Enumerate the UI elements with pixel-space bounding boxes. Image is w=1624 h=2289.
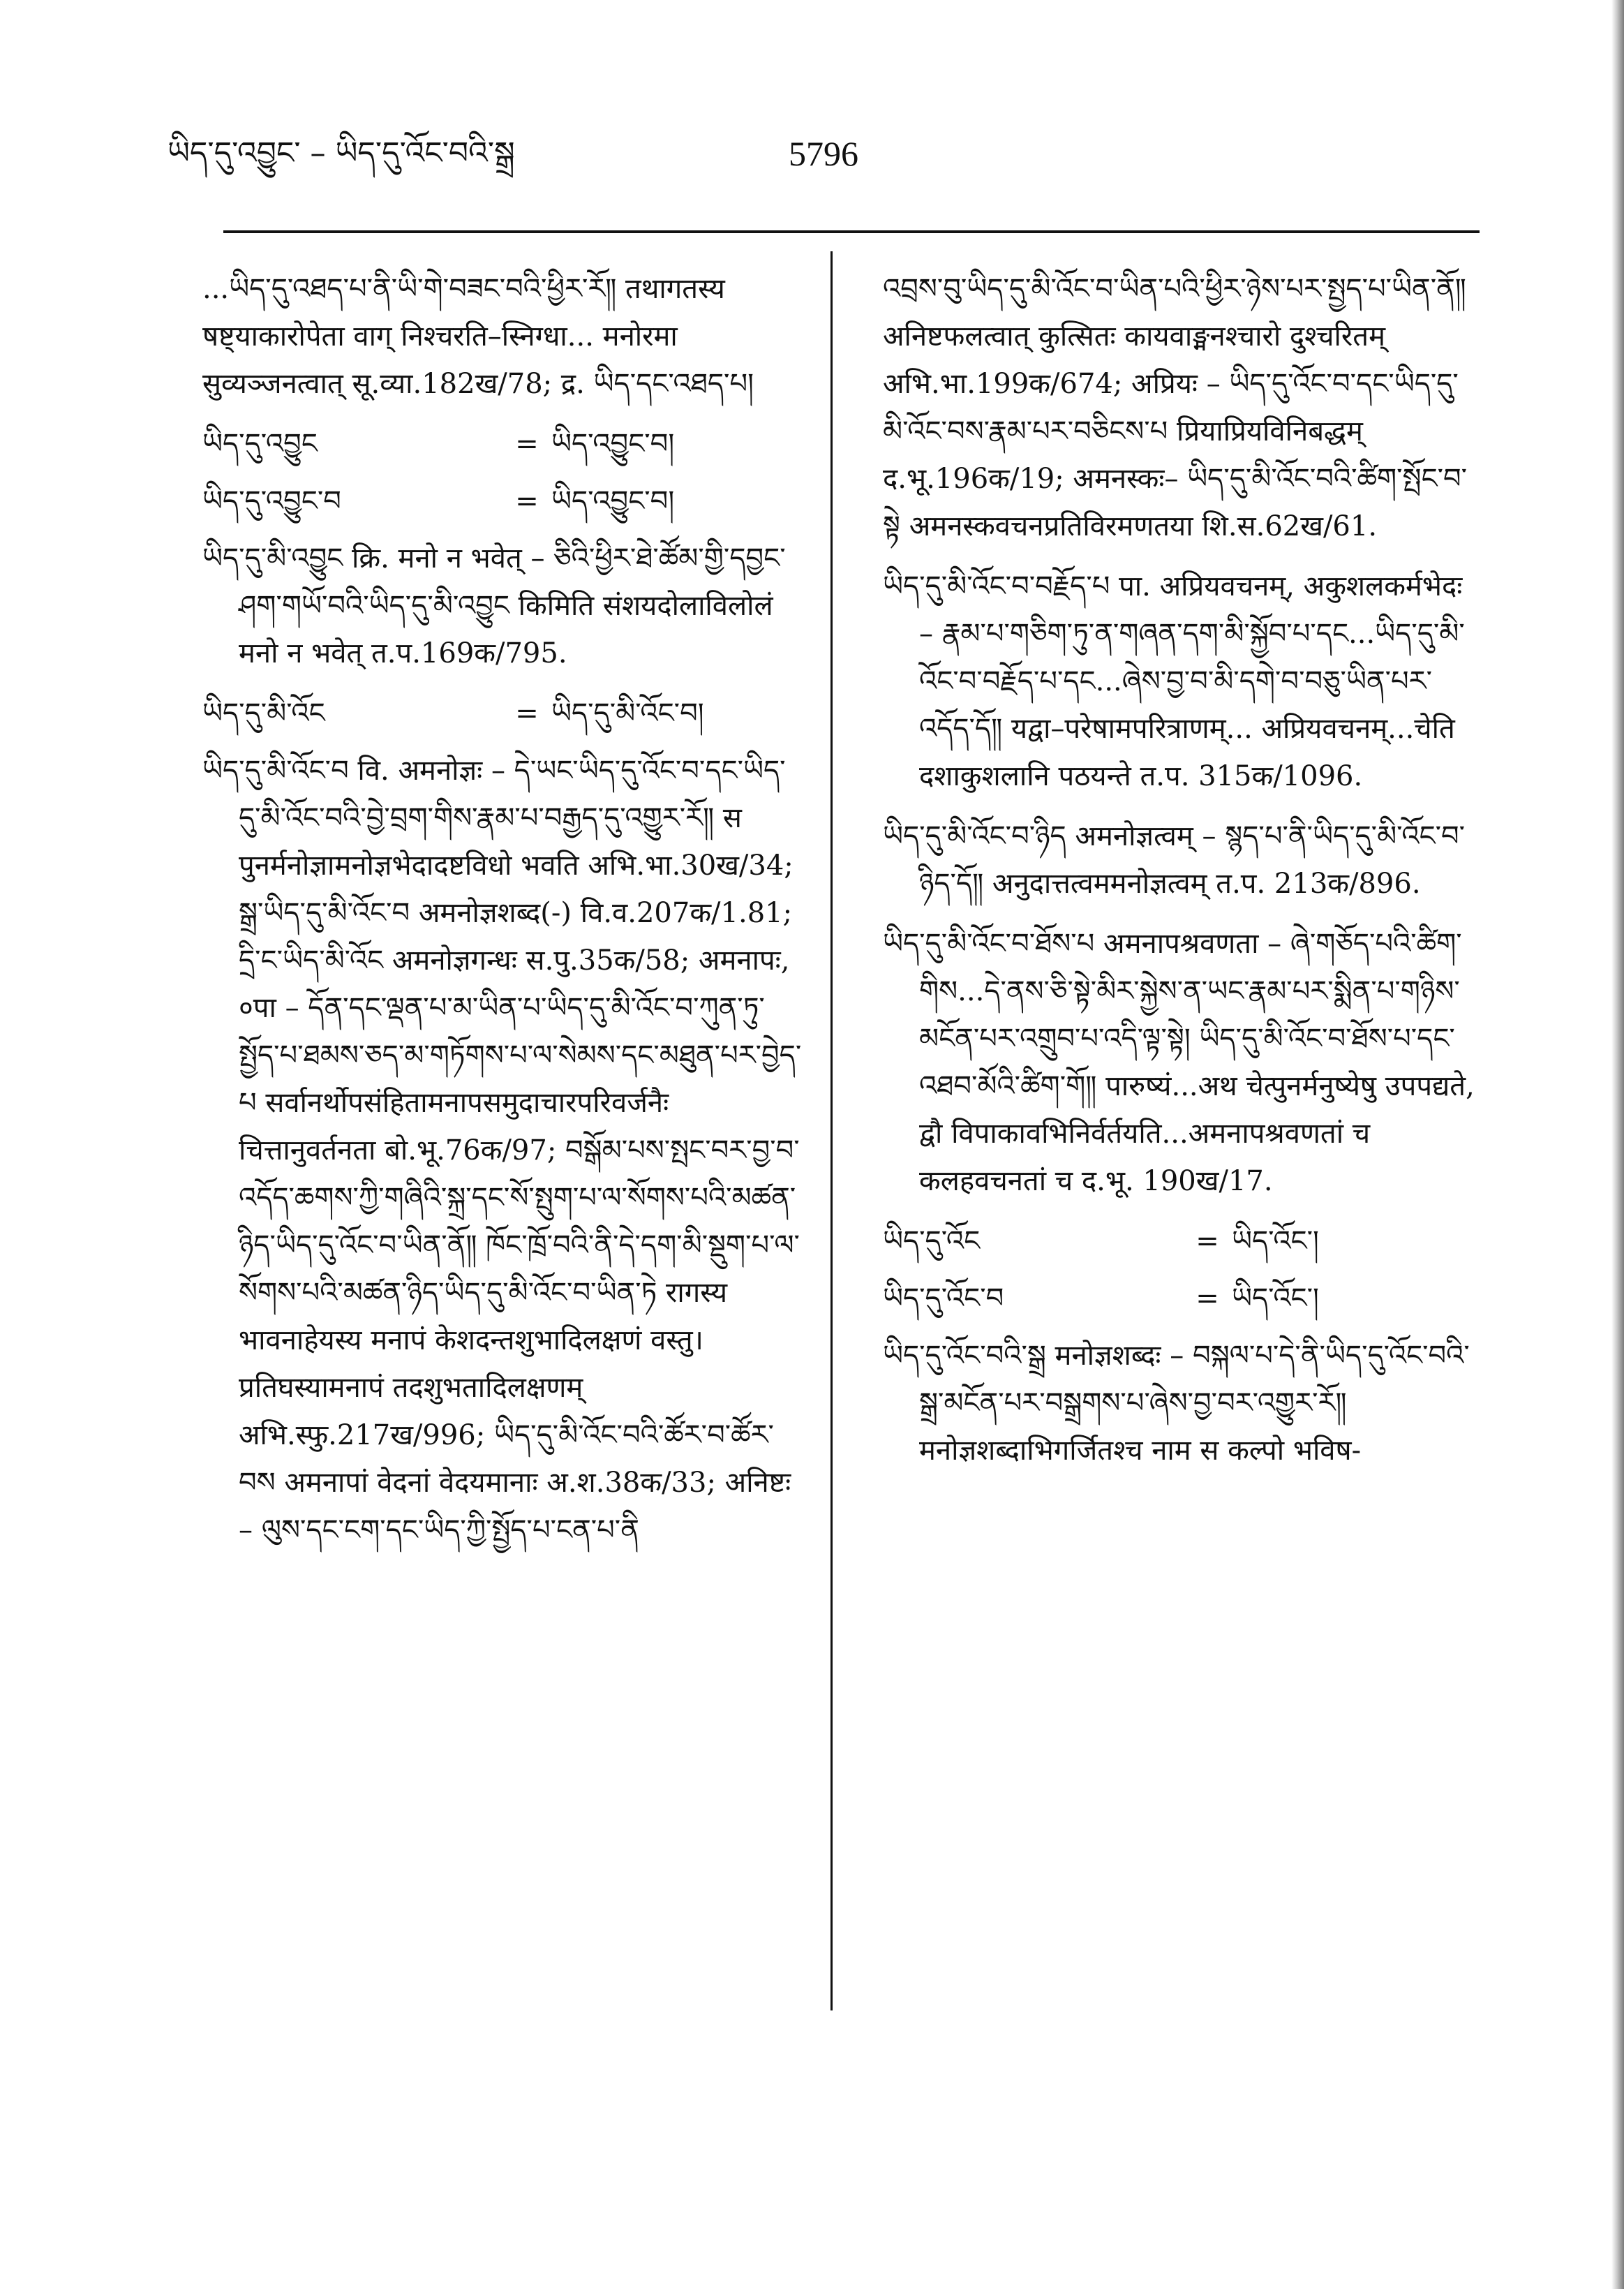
xref-target: ཡིད་འོང་།: [1232, 1225, 1319, 1257]
xref-equals-sign: =: [515, 697, 539, 729]
xref-equals-sign: =: [515, 485, 539, 517]
xref-target: ཡིད་འབྱུང་བ།: [551, 428, 675, 460]
dictionary-entry: ཡིད་དུ་མི་འོང་བ་ཐོས་པ अमनापश्रवणता – ཞེ་གཅོད་པའི་ཚིག་གིས...དེ་ནས་ཅི་སྟེ་མིར་སྐྱེས་ན་ཡང་རྣམ་པར་སྨིན་པ་གཉིས་མངོན་པར་འགྲུབ་པ་འདི་ལྟ་སྟེ། ཡིད་དུ་མི་འོང་བ་ཐོས་པ་དང་འཐབ་མོའི་ཚིག་གོ༎ पारुष्यं...अथ चेत्पुनर्मनुष्येषु उपपद्यते, द्वौ विपाकावभिनिर्वर्तयति...अमनापश्रवणतां च कलहवचनतां च द.भू. 190ख/17.: [883, 928, 1475, 1197]
dictionary-entry: ཡིད་དུ་མི་འབྱུང क्रि. मनो न भवेत् – ཅིའི་ཕྱིར་ཐེ་ཚོམ་གྱི་དབྱང་ཤག་གཡོ་བའི་ཡིད་དུ་མི་འབྱུང किमिति संशयदोलाविलोलं मनो न भवेत् त.प.169क/795.: [202, 542, 786, 669]
dictionary-entry: འབྲས་བུ་ཡིད་དུ་མི་འོང་བ་ཡིན་པའི་ཕྱིར་ཉེས་པར་སྤྱད་པ་ཡིན་ནོ༎ अनिष्टफलत्वात् कुत्सितः कायवाङ्मनश्चारो दुश्चरितम् अभि.भा.199क/674; अप्रियः – ཡིད་དུ་འོང་བ་དང་ཡིད་དུ་མི་འོང་བས་རྣམ་པར་བཅིངས་པ प्रियाप्रियविनिबद्धम् द.भू.196क/19; अमनस्कः– ཡིད་དུ་མི་འོང་བའི་ཚིག་སྤོང་བ་སྟེ अमनस्कवचनप्रतिविरमणतया शि.स.62ख/61.: [883, 273, 1468, 542]
running-head: ཡིད་དུ་འབྱུང་ – ཡིད་དུ་འོང་བའི་སྒྲ: [167, 135, 515, 171]
dictionary-entry: ...ཡིད་དུ་འཐད་པ་ནི་ཡི་གེ་བཟང་བའི་ཕྱིར་རོ༎ तथागतस्य षष्ट्याकारोपेता वाग् निश्चरति–स्निग्धा... मनोरमा सुव्यञ्जनत्वात् सू.व्या.182ख/78; द्र. ཡིད་དང་འཐད་པ།: [202, 273, 754, 400]
page-header: [167, 133, 1480, 195]
column-divider: [830, 251, 833, 2010]
xref-target: ཡིད་དུ་མི་འོང་བ།: [551, 697, 704, 729]
xref-equals-sign: =: [1195, 1282, 1219, 1314]
cross-reference-entry: [202, 690, 803, 737]
header-rule: [223, 230, 1480, 233]
xref-headword: ཡིད་དུ་འོང: [883, 1225, 981, 1257]
xref-headword: ཡིད་དུ་མི་འོང: [202, 697, 325, 729]
left-column: [202, 265, 803, 1566]
xref-equals-sign: =: [515, 428, 539, 460]
cross-reference-entry: [883, 1217, 1483, 1265]
scan-edge-shadow: [1611, 0, 1624, 2289]
xref-headword: ཡིད་དུ་འབྱུང: [202, 428, 318, 460]
right-column: [883, 265, 1483, 1487]
xref-target: ཡིད་འོང་།: [1232, 1282, 1319, 1314]
page-number: 5796: [789, 134, 858, 173]
xref-headword: ཡིད་དུ་འོང་བ: [883, 1282, 1004, 1314]
xref-target: ཡིད་འབྱུང་བ།: [551, 485, 675, 517]
cross-reference-entry: [202, 477, 803, 525]
xref-headword: ཡིད་དུ་འབྱུང་བ: [202, 485, 341, 517]
dictionary-entry: ཡིད་དུ་མི་འོང་བ་ཉིད अमनोज्ञत्वम् – སྙད་པ་ནི་ཡིད་དུ་མི་འོང་བ་ཉིད་དོ༎ अनुदात्तत्वममनोज्ञत्वम् त.प. 213क/896.: [883, 820, 1466, 900]
cross-reference-entry: [202, 420, 803, 468]
dictionary-entry: ཡིད་དུ་མི་འོང་བ वि. अमनोज्ञः – དེ་ཡང་ཡིད་དུ་འོང་བ་དང་ཡིད་དུ་མི་འོང་བའི་བྱེ་བྲག་གིས་རྣམ་པ་བརྒྱད་དུ་འགྱུར་རོ༎ स पुनर्मनोज्ञामनोज्ञभेदादष्टविधो भवति अभि.भा.30ख/34; སྒྲ་ཡིད་དུ་མི་འོང་བ अमनोज्ञशब्द(-) वि.व.207क/1.81; དྲི་ང་ཡིད་མི་འོང अमनोज्ञगन्धः स.पु.35क/58; अमनापः, ०पा – དོན་དང་ལྡན་པ་མ་ཡིན་པ་ཡིད་དུ་མི་འོང་བ་ཀུན་ཏུ་སྤྱོད་པ་ཐམས་ཅད་མ་གཏོགས་པ་ལ་སེམས་དང་མཐུན་པར་བྱེད་པ सर्वानर्थोपसंहितामनापसमुदाचारपरिवर्जनैः चित्तानुवर्तनता बो.भू.76क/97; བསྒོམ་པས་སྤང་བར་བྱ་བ་འདོད་ཆགས་ཀྱི་གཞིའི་སྐྲ་དང་སོ་སྤུག་པ་ལ་སོགས་པའི་མཚན་ཉིད་ཡིད་དུ་འོང་བ་ཡིན་ནོ༎ ཁོང་ཁྲོ་བའི་ནི་དེ་དག་མི་སྡུག་པ་ལ་སོགས་པའི་མཚན་ཉིད་ཡིད་དུ་མི་འོང་བ་ཡིན་ཏེ रागस्य भावनाहेयस्य मनापं केशदन्तशुभादिलक्षणं वस्तु। प्रतिघस्यामनापं तदशुभतादिलक्षणम् अभि.स्फु.217ख/996; ཡིད་དུ་མི་འོང་བའི་ཚོར་བ་ཚོར་བས अमनापां वेदनां वेदयमानाः अ.श.38क/33; अनिष्टः – ལུས་དང་ངག་དང་ཡིད་ཀྱི་སྤྱོད་པ་ངན་པ་ནི: [202, 755, 802, 1546]
xref-equals-sign: =: [1195, 1225, 1219, 1257]
dictionary-entry: ཡིད་དུ་འོང་བའི་སྒྲ मनोज्ञशब्दः – བསྐལ་པ་དེ་ནི་ཡིད་དུ་འོང་བའི་སྒྲ་མངོན་པར་བསྒྲགས་པ་ཞེས་བྱ་བར་འགྱུར་རོ༎ मनोज्ञशब्दाभिगर्जितश्च नाम स कल्पो भविष-: [883, 1340, 1470, 1467]
cross-reference-entry: [883, 1275, 1483, 1322]
dictionary-entry: ཡིད་དུ་མི་འོང་བ་བརྗོད་པ पा. अप्रियवचनम्, अकुशलकर्मभेदः – རྣམ་པ་གཅིག་ཏུ་ན་གཞན་དག་མི་སྐྱོབ་པ་དང...ཡིད་དུ་མི་འོང་བ་བརྗོད་པ་དང...ཞེས་བྱ་བ་མི་དགེ་བ་བཅུ་ཡིན་པར་འདོད་དོ༎ यद्वा–परेषामपरित्राणम्... अप्रियवचनम्...चेति दशाकुशलानि पठयन्ते त.प. 315क/1096.: [883, 570, 1465, 792]
